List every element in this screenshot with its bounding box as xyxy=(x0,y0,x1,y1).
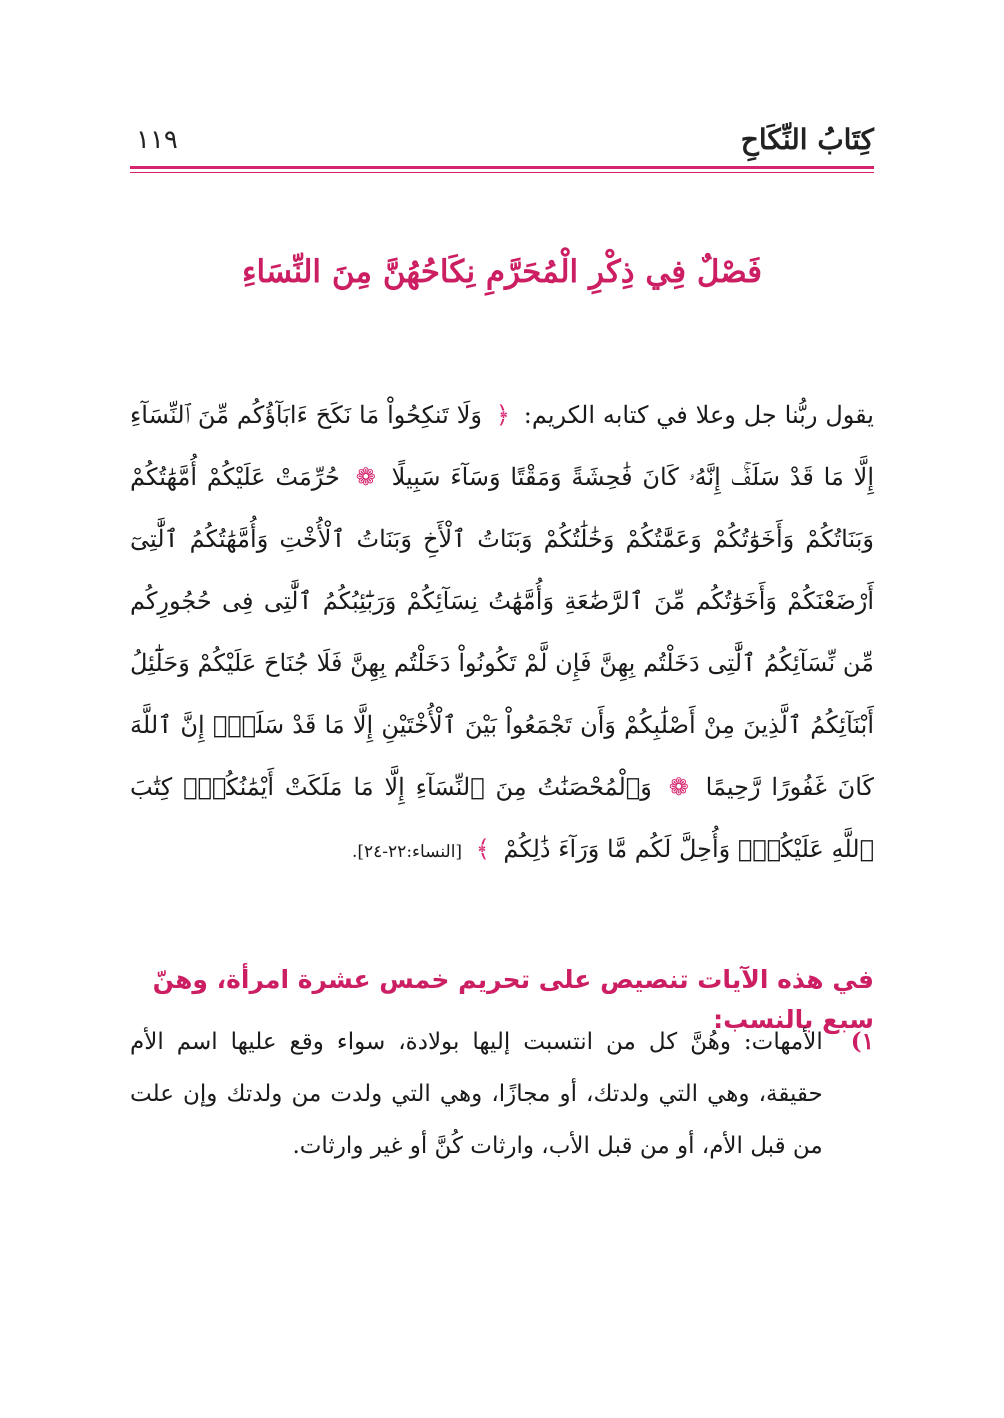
list-item xyxy=(130,1016,874,1172)
main-paragraph xyxy=(130,384,874,883)
verse-3: وَٱلْمُحْصَنَٰتُ مِنَ ٱلنِّسَآءِ إِلَّا مَا مَلَكَتْ أَيْمَٰنُكُمْۖ كِتَٰبَ ٱللَّهِ عَلَيْكُمْۚ وَأُحِلَّ لَكُم مَّا وَرَآءَ ذَٰلِكُمْ xyxy=(130,773,874,863)
book-title: كِتَابُ النِّكَاحِ xyxy=(740,123,874,156)
verse-2: حُرِّمَتْ عَلَيْكُمْ أُمَّهَٰتُكُمْ وَبَنَاتُكُمْ وَأَخَوَٰتُكُمْ وَعَمَّٰتُكُمْ وَخَٰلَٰتُكُمْ وَبَنَاتُ ٱلْأَخِ وَبَنَاتُ ٱلْأُخْتِ وَأُمَّهَٰتُكُمُ ٱلَّٰتِىٓ أَرْضَعْنَكُمْ وَأَخَوَٰتُكُم مِّنَ ٱلرَّضَٰعَةِ وَأُمَّهَٰتُ نِسَآئِكُمْ وَرَبَٰٓئِبُكُمُ ٱلَّٰتِى فِى حُجُورِكُم مِّن نِّسَآئِكُمُ ٱلَّٰتِى دَخَلْتُم بِهِنَّ فَإِن لَّمْ تَكُونُواْ دَخَلْتُم بِهِنَّ فَلَا جُنَاحَ عَلَيْكُمْ وَحَلَٰٓئِلُ أَبْنَآئِكُمُ ٱلَّذِينَ مِنْ أَصْلَٰبِكُمْ وَأَن تَجْمَعُواْ بَيْنَ ٱلْأُخْتَيْنِ إِلَّا مَا قَدْ سَلَفَۗ إِنَّ ٱللَّهَ كَانَ غَفُورًا رَّحِيمًا xyxy=(130,463,874,801)
verse-separator-2: ❁ xyxy=(668,773,689,801)
verse-1: وَلَا تَنكِحُواْ مَا نَكَحَ ءَابَآؤُكُم مِّنَ ٱلنِّسَآءِ إِلَّا مَا قَدْ سَلَفَۚ إِنَّهُۥ كَانَ فَٰحِشَةً وَمَقْتًا وَسَآءَ سَبِيلًا xyxy=(130,401,875,491)
intro-text: يقول ربُّنا جل وعلا في كتابه الكريم: xyxy=(523,401,874,429)
verse-separator-1: ❁ xyxy=(355,463,376,491)
chapter-title: فَصْلٌ فِي ذِكْرِ الْمُحَرَّمِ نِكَاحُهُنَّ مِنَ النِّسَاءِ xyxy=(241,254,763,290)
section-heading: في هذه الآيات تنصيص على تحريم خمس عشرة امرأة، وهنّ سبع بالنسب: xyxy=(152,965,874,1034)
list-item-number: ١) xyxy=(850,1028,874,1055)
close-bracket: ﴾ xyxy=(475,835,490,863)
page-header xyxy=(130,120,874,164)
header-rule-thick xyxy=(130,166,874,169)
verse-reference: [النساء:٢٢-٢٤]. xyxy=(351,842,463,862)
list-item-text: الأمهات: وهُنَّ كل من انتسبت إليها بولادة، سواء وقع عليها اسم الأم حقيقة، وهي التي ولدتك، أو مجازًا، وهي التي ولدت من ولدتك وإن علت من قبل الأم، أو من قبل الأب، وارثات كُنَّ أو غير وارثات. xyxy=(130,1029,823,1159)
open-bracket: ﴿ xyxy=(495,401,510,429)
numbered-list xyxy=(130,1016,874,1172)
page-number: ١١٩ xyxy=(136,125,178,155)
header-rule-thin xyxy=(130,172,874,173)
